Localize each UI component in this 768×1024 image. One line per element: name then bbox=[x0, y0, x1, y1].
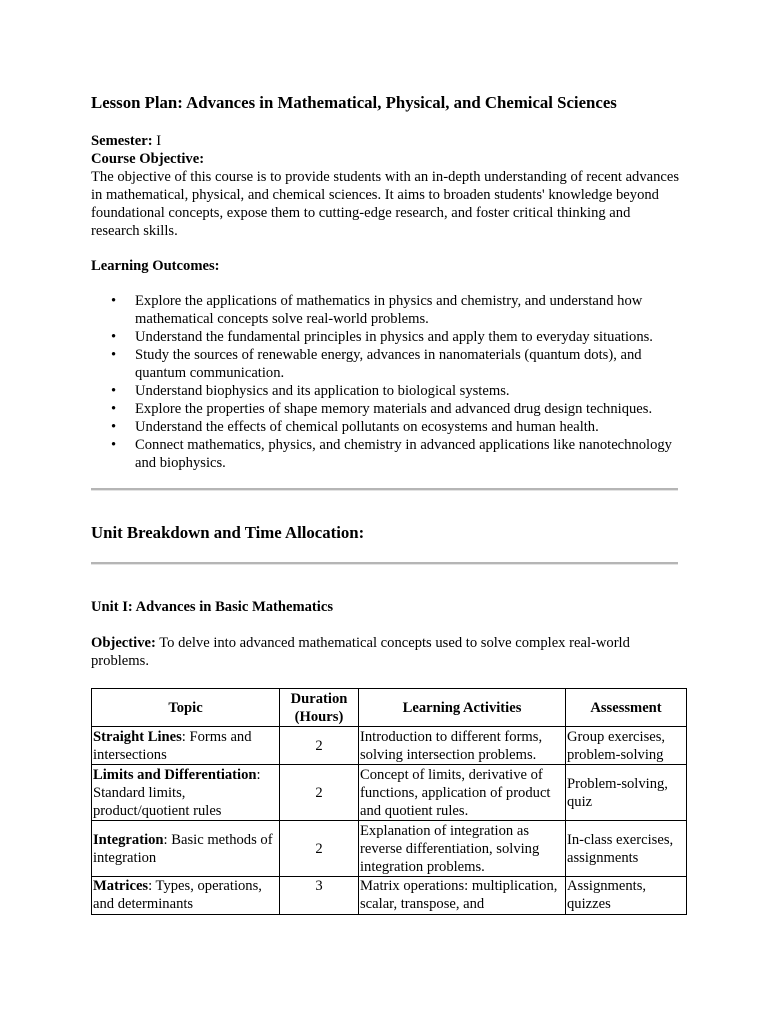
assessment-cell: Problem-solving, quiz bbox=[566, 765, 687, 821]
list-item: • Explore the properties of shape memory materials and advanced drug design techniques. bbox=[91, 400, 681, 418]
table-row bbox=[92, 765, 687, 821]
header-duration: Duration (Hours) bbox=[280, 689, 359, 727]
duration-cell: 2 bbox=[280, 821, 359, 877]
unit-1-heading: Unit I: Advances in Basic Mathematics bbox=[91, 599, 334, 615]
semester-label: Semester: bbox=[91, 133, 153, 149]
assessment-cell: Assignments, quizzes bbox=[566, 877, 687, 915]
list-item: • Understand biophysics and its application to biological systems. bbox=[91, 382, 681, 400]
topic-cell: Straight Lines: Forms and intersections bbox=[92, 727, 280, 765]
divider bbox=[91, 562, 678, 565]
table-row bbox=[92, 877, 687, 915]
list-item: • Understand the fundamental principles in physics and apply them to everyday situations. bbox=[91, 328, 681, 346]
activities-cell: Matrix operations: multiplication, scalar, transpose, and bbox=[359, 877, 566, 915]
course-objective-label: Course Objective: bbox=[91, 151, 205, 167]
header-topic: Topic bbox=[92, 689, 280, 727]
activities-cell: Introduction to different forms, solving intersection problems. bbox=[359, 727, 566, 765]
activities-cell: Explanation of integration as reverse differentiation, solving integration problems. bbox=[359, 821, 566, 877]
table-header-row bbox=[92, 689, 687, 727]
table-row bbox=[92, 821, 687, 877]
unit-breakdown-heading: Unit Breakdown and Time Allocation: bbox=[91, 523, 365, 542]
course-objective-text: The objective of this course is to provide students with an in-depth understanding of recent advances in mathematical, physical, and chemical sciences. It aims to broaden students' knowledge beyond foundational concepts, expose them to cutting-edge research, and foster critical thinking and research skills. bbox=[91, 169, 680, 239]
objective-text: To delve into advanced mathematical concepts used to solve complex real-world problems. bbox=[91, 635, 630, 669]
header-activities: Learning Activities bbox=[359, 689, 566, 727]
topic-cell: Integration: Basic methods of integration bbox=[92, 821, 280, 877]
table-row bbox=[92, 727, 687, 765]
learning-outcomes-heading: Learning Outcomes: bbox=[91, 258, 220, 274]
activities-cell: Concept of limits, derivative of functions, application of product and quotient rules. bbox=[359, 765, 566, 821]
course-meta bbox=[91, 132, 681, 240]
list-item: • Study the sources of renewable energy, advances in nanomaterials (quantum dots), and quantum communication. bbox=[91, 346, 681, 382]
topic-cell: Limits and Differentiation: Standard limits, product/quotient rules bbox=[92, 765, 280, 821]
divider bbox=[91, 488, 678, 491]
assessment-cell: Group exercises, problem-solving bbox=[566, 727, 687, 765]
objective-label: Objective: bbox=[91, 635, 156, 651]
list-item: • Understand the effects of chemical pollutants on ecosystems and human health. bbox=[91, 418, 681, 436]
duration-cell: 3 bbox=[280, 877, 359, 915]
assessment-cell: In-class exercises, assignments bbox=[566, 821, 687, 877]
semester-value: I bbox=[152, 133, 162, 149]
unit-1-table bbox=[91, 688, 687, 915]
semester-line bbox=[91, 132, 681, 150]
topic-cell: Matrices: Types, operations, and determinants bbox=[92, 877, 280, 915]
header-assessment: Assessment bbox=[566, 689, 687, 727]
page-title: Lesson Plan: Advances in Mathematical, Physical, and Chemical Sciences bbox=[91, 93, 617, 112]
duration-cell: 2 bbox=[280, 727, 359, 765]
learning-outcomes-list bbox=[91, 292, 681, 472]
duration-cell: 2 bbox=[280, 765, 359, 821]
list-item: • Connect mathematics, physics, and chemistry in advanced applications like nanotechnology and biophysics. bbox=[91, 436, 681, 472]
list-item: • Explore the applications of mathematics in physics and chemistry, and understand how mathematical concepts solve real-world problems. bbox=[91, 292, 681, 328]
unit-1-objective bbox=[91, 634, 671, 670]
